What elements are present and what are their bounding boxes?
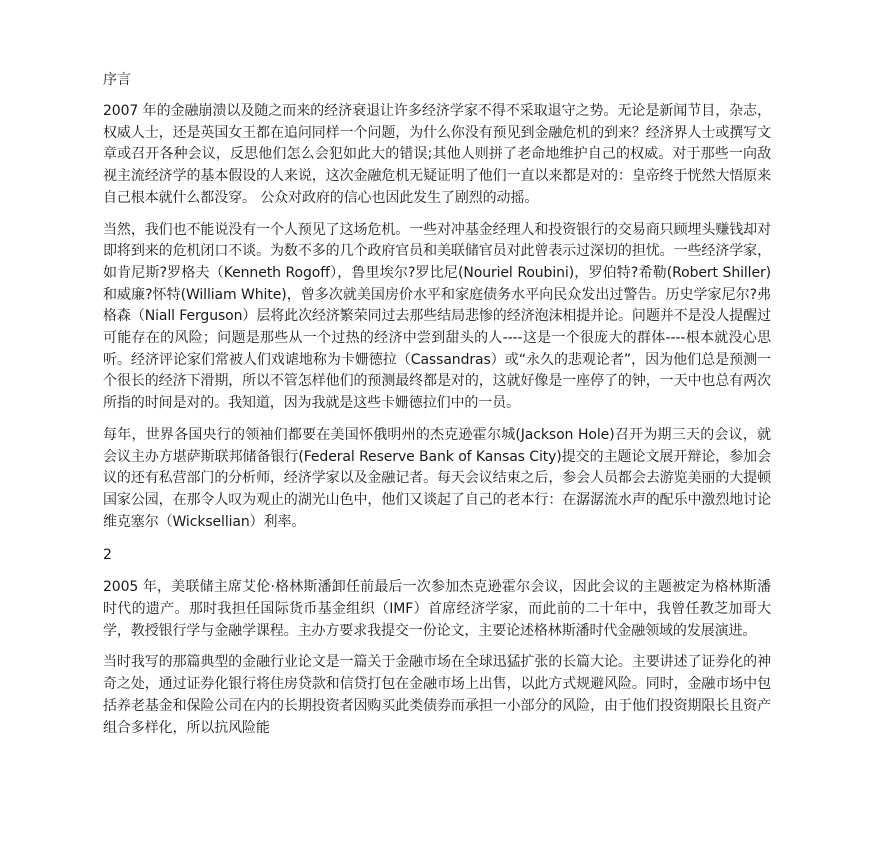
paragraph-financial-crisis: 2007 年的金融崩溃以及随之而来的经济衰退让许多经济学家不得不采取退守之势。无论是新闻节目，杂志，权威人士，还是英国女王都在追问同样一个问题，为什么你没有预见到金融危机的到来？经济界人士或撰写文章或召开各种会议，反思他们怎么会犯如此大的错误;其他人则拼了老命地维护自己的权威。对于那些一向敌视主流经济学的基本假设的人来说，这次金融危机无疑证明了他们一直以来都是对的：皇帝终于恍然大悟原来自己根本就什么都没穿。 公众对政府的信心也因此发生了剧烈的动摇。 bbox=[103, 103, 771, 206]
paragraph-securitization: 当时我写的那篇典型的金融行业论文是一篇关于金融市场在全球迅猛扩张的长篇大论。主要讲述了证券化的神奇之处，通过证券化银行将住房贷款和信贷打包在金融市场上出售，以此方式规避风险。同时，金融市场中包括养老基金和保险公司在内的长期投资者因购买此类债券而承担一小部分的风险，由于他们投资期限长且资产组合多样化，所以抗风险能 bbox=[103, 654, 771, 736]
preface-heading: 序言 bbox=[103, 72, 131, 88]
paragraph-warnings: 当然，我们也不能说没有一个人预见了这场危机。一些对冲基金经理人和投资银行的交易商只顾埋头赚钱却对即将到来的危机闭口不谈。为数不多的几个政府官员和美联储官员对此曾表示过深切的担忧。一些经济学家，如肯尼斯?罗格夫（Kenneth Rogoff），鲁里埃尔?罗比尼(Nouriel Roubini)，罗伯特?希勒(Robert Shiller)和威廉?怀特(William White)，曾多次就美国房价水平和家庭债务水平向民众发出过警告。历史学家尼尔?弗格森（Niall Ferguson）层将此次经济繁荣同过去那些结局悲惨的经济泡沫相提并论。问题并不是没人提醒过可能存在的风险；问题是那些从一个过热的经济中尝到甜头的人----这是一个很庞大的群体----根本就没心思听。经济评论家们常被人们戏谑地称为卡姗德拉（Cassandras）或“永久的悲观论者”，因为他们总是预测一个很长的经济下滑期，所以不管怎样他们的预测最终都是对的，这就好像是一座停了的钟，一天中也总有两次所指的时间是对的。我知道，因为我就是这些卡姗德拉们中的一员。 bbox=[103, 221, 771, 412]
section-number: 2 bbox=[103, 547, 112, 564]
document-page bbox=[103, 68, 771, 749]
paragraph-jackson-hole: 每年，世界各国央行的领袖们都要在美国怀俄明州的杰克逊霍尔城(Jackson Hole)召开为期三天的会议，就会议主办方堪萨斯联邦储备银行(Federal Reserve Bank of Kansas City)提交的主题论文展开辩论，参加会议的还有私营部门的分析师，经济学家以及金融记者。每天会议结束之后，参会人员都会去游览美丽的大提顿国家公园，在那令人叹为观止的湖光山色中，他们又谈起了自己的老本行：在潺潺流水声的配乐中激烈地讨论维克塞尔（Wicksellian）利率。 bbox=[103, 426, 771, 530]
paragraph-greenspan-2005: 2005 年，美联储主席艾伦·格林斯潘卸任前最后一次参加杰克逊霍尔会议，因此会议的主题被定为格林斯潘时代的遗产。那时我担任国际货币基金组织（IMF）首席经济学家，而此前的二十年中，我曾任教芝加哥大学，教授银行学与金融学课程。主办方要求我提交一份论文，主要论述格林斯潘时代金融领域的发展演进。 bbox=[103, 579, 771, 639]
